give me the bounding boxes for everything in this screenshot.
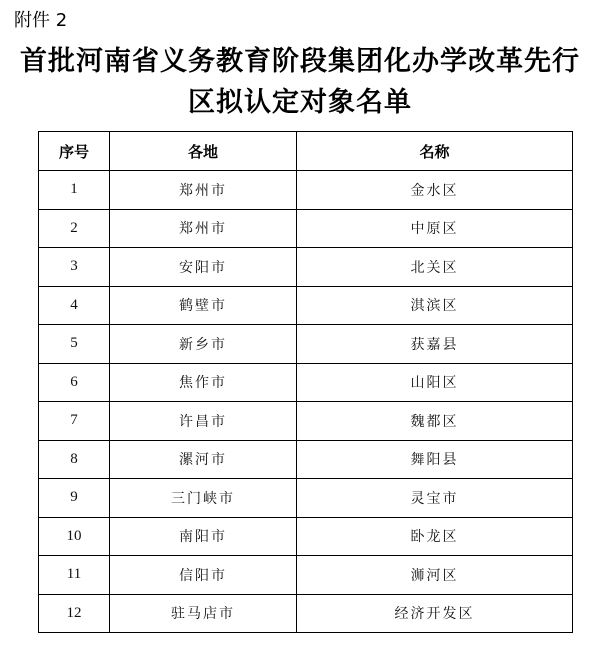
row-number: 3 (39, 248, 110, 287)
row-number: 2 (39, 209, 110, 248)
table-row (39, 286, 573, 325)
header-district-name: 名称 (297, 132, 573, 171)
row-district-name: 卧龙区 (297, 517, 573, 556)
header-serial-number: 序号 (39, 132, 110, 171)
table-row (39, 363, 573, 402)
row-region: 三门峡市 (110, 479, 297, 518)
candidate-list-table (38, 131, 573, 633)
row-number: 12 (39, 594, 110, 633)
table-row (39, 325, 573, 364)
row-district-name: 中原区 (297, 209, 573, 248)
table-row (39, 479, 573, 518)
row-region: 驻马店市 (110, 594, 297, 633)
row-number: 10 (39, 517, 110, 556)
row-district-name: 淇滨区 (297, 286, 573, 325)
row-district-name: 经济开发区 (297, 594, 573, 633)
row-district-name: 金水区 (297, 171, 573, 210)
row-region: 信阳市 (110, 556, 297, 595)
row-district-name: 获嘉县 (297, 325, 573, 364)
row-district-name: 灵宝市 (297, 479, 573, 518)
row-district-name: 山阳区 (297, 363, 573, 402)
table-header-row (39, 132, 573, 171)
row-region: 焦作市 (110, 363, 297, 402)
row-district-name: 北关区 (297, 248, 573, 287)
document-title-line-1: 首批河南省义务教育阶段集团化办学改革先行 (20, 46, 580, 77)
table-row (39, 556, 573, 595)
row-region: 南阳市 (110, 517, 297, 556)
row-district-name: 魏都区 (297, 402, 573, 441)
table-row (39, 594, 573, 633)
row-number: 7 (39, 402, 110, 441)
row-region: 鹤壁市 (110, 286, 297, 325)
row-number: 1 (39, 171, 110, 210)
row-number: 4 (39, 286, 110, 325)
table-row (39, 171, 573, 210)
row-district-name: 浉河区 (297, 556, 573, 595)
row-region: 安阳市 (110, 248, 297, 287)
table-row (39, 402, 573, 441)
table-row (39, 440, 573, 479)
row-number: 5 (39, 325, 110, 364)
document-title-line-2: 区拟认定对象名单 (188, 87, 412, 118)
row-number: 6 (39, 363, 110, 402)
table-row (39, 209, 573, 248)
row-district-name: 舞阳县 (297, 440, 573, 479)
row-number: 8 (39, 440, 110, 479)
row-region: 新乡市 (110, 325, 297, 364)
row-region: 郑州市 (110, 171, 297, 210)
table-row (39, 248, 573, 287)
row-region: 许昌市 (110, 402, 297, 441)
attachment-label: 附件 2 (14, 10, 68, 31)
row-number: 11 (39, 556, 110, 595)
table-row (39, 517, 573, 556)
row-region: 郑州市 (110, 209, 297, 248)
header-region: 各地 (110, 132, 297, 171)
row-region: 漯河市 (110, 440, 297, 479)
row-number: 9 (39, 479, 110, 518)
